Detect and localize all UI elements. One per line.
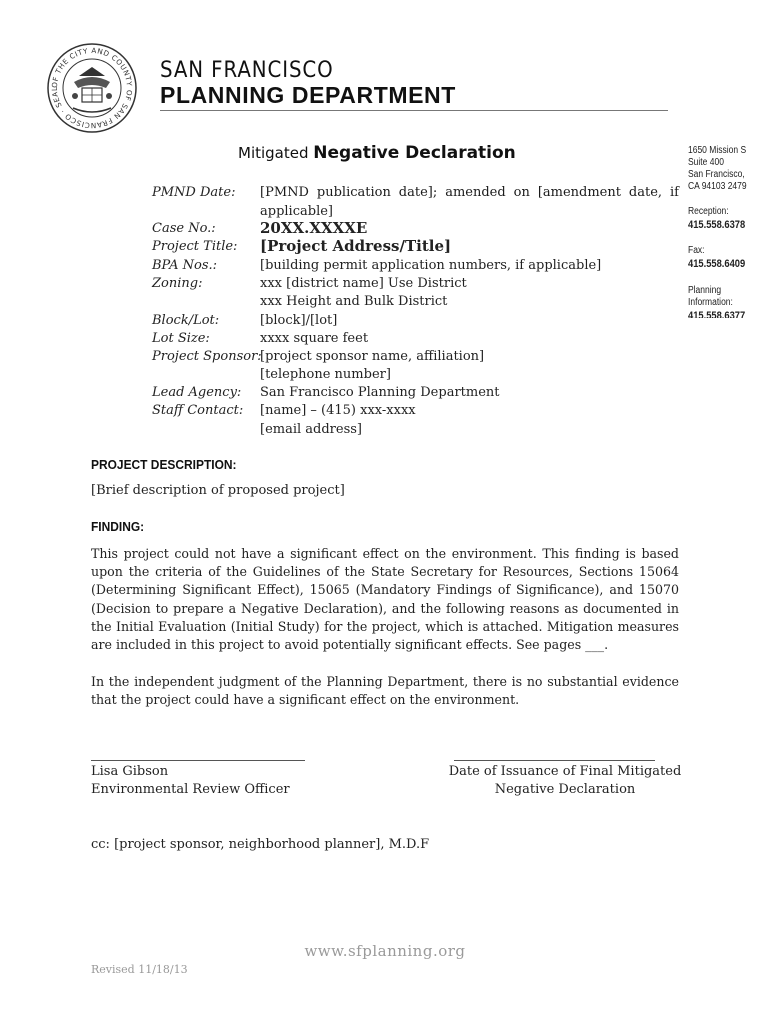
lead-agency-value: San Francisco Planning Department: [260, 385, 500, 400]
project-title-value: [Project Address/Title]: [260, 237, 452, 255]
sidebar-address-4: CA 94103 2479: [688, 181, 747, 192]
sidebar-reception-label: Reception:: [688, 206, 729, 217]
paragraph-line: are included in this project to avoid potentially significant effects. See pages ___.: [91, 637, 609, 653]
sponsor-label: Project Sponsor:: [152, 349, 262, 364]
pmnd-date-value: [PMND publication date]; amended on [amendment date, if: [260, 185, 679, 200]
sidebar-reception-phone: 415.558.6378: [688, 219, 746, 231]
agency-name-line1: SAN FRANCISCO: [160, 58, 334, 83]
signer-title: Environmental Review Officer: [91, 782, 290, 797]
bpa-label: BPA Nos.:: [152, 258, 218, 273]
zoning-label: Zoning:: [152, 276, 203, 291]
sponsor-value: [project sponsor name, affiliation]: [260, 349, 485, 364]
signature-line-right: [454, 760, 655, 761]
revision-date: Revised 11/18/13: [91, 963, 188, 976]
lot-size-value: xxxx square feet: [260, 331, 369, 346]
sidebar-planning-label-1: Planning: [688, 285, 722, 296]
block-lot-value: [block]/[lot]: [260, 313, 338, 328]
lot-size-label: Lot Size:: [152, 331, 210, 346]
sidebar-address-2: Suite 400: [688, 157, 724, 168]
city-seal-icon: [46, 42, 138, 134]
paragraph-line: upon the criteria of the Guidelines of the State Secretary for Resources, Sections 15064: [91, 564, 679, 580]
signer-name: Lisa Gibson: [91, 764, 169, 779]
sidebar-fax-phone: 415.558.6409: [688, 258, 746, 270]
zoning-value-height: xxx Height and Bulk District: [260, 294, 448, 309]
case-no-value: 20XX.XXXXE: [260, 219, 368, 237]
case-no-label: Case No.:: [152, 221, 216, 236]
title-prefix: Mitigated: [238, 144, 309, 162]
project-description-heading: PROJECT DESCRIPTION:: [91, 457, 237, 472]
sidebar-address-3: San Francisco,: [688, 169, 745, 180]
lead-agency-label: Lead Agency:: [152, 385, 242, 400]
project-title-label: Project Title:: [152, 239, 238, 254]
sidebar-planning-phone: 415.558.6377: [688, 310, 746, 318]
paragraph-line: This project could not have a significant effect on the environment. This finding is based: [91, 546, 679, 561]
cc-line: cc: [project sponsor, neighborhood planner], M.D.F: [91, 837, 430, 852]
project-description-text: [Brief description of proposed project]: [91, 483, 345, 498]
paragraph-line: (Decision to prepare a Negative Declaration), and the following reasons as documented in: [91, 600, 679, 616]
paragraph-line: (Determining Significant Effect), 15065 (Mandatory Findings of Significance), and 15070: [91, 582, 679, 598]
sponsor-phone: [telephone number]: [260, 367, 391, 382]
issuance-date-label: Date of Issuance of Final Mitigated: [448, 764, 682, 779]
finding-paragraph-1: [91, 545, 679, 654]
sidebar-fax-label: Fax:: [688, 245, 705, 256]
sidebar-address-1: 1650 Mission S: [688, 145, 747, 156]
svg-text:OF THE CITY AND COUNTY OF SAN: OF THE CITY AND COUNTY OF SAN FRANCISCO · SEAL: [49, 45, 135, 131]
signature-line-left: [91, 760, 305, 761]
document-title: [238, 143, 516, 163]
staff-contact-email: [email address]: [260, 422, 363, 437]
issuance-date-label-cont: Negative Declaration: [494, 782, 636, 797]
finding-paragraph-2: [91, 673, 679, 709]
bpa-value: [building permit application numbers, if applicable]: [260, 258, 602, 273]
paragraph-line: that the project could have a significant effect on the environment.: [91, 692, 520, 708]
header-divider: [160, 110, 668, 111]
pmnd-date-value-cont: applicable]: [260, 204, 333, 219]
paragraph-line: the Initial Evaluation (Initial Study) for the project, which is attached. Mitigation measures: [91, 618, 679, 634]
paragraph-line: In the independent judgment of the Planning Department, there is no substantial evidence: [91, 674, 679, 689]
staff-contact-value: [name] – (415) xxx-xxxx: [260, 403, 416, 418]
footer-website[interactable]: www.sfplanning.org: [304, 942, 466, 960]
agency-name-line2: PLANNING DEPARTMENT: [160, 82, 456, 108]
sidebar-planning-label-2: Information:: [688, 297, 733, 308]
zoning-value-use: xxx [district name] Use District: [260, 276, 467, 291]
pmnd-date-label: PMND Date:: [152, 185, 236, 200]
block-lot-label: Block/Lot:: [152, 313, 220, 328]
staff-contact-label: Staff Contact:: [152, 403, 244, 418]
finding-heading: FINDING:: [91, 519, 145, 534]
title-main: Negative Declaration: [313, 143, 516, 163]
